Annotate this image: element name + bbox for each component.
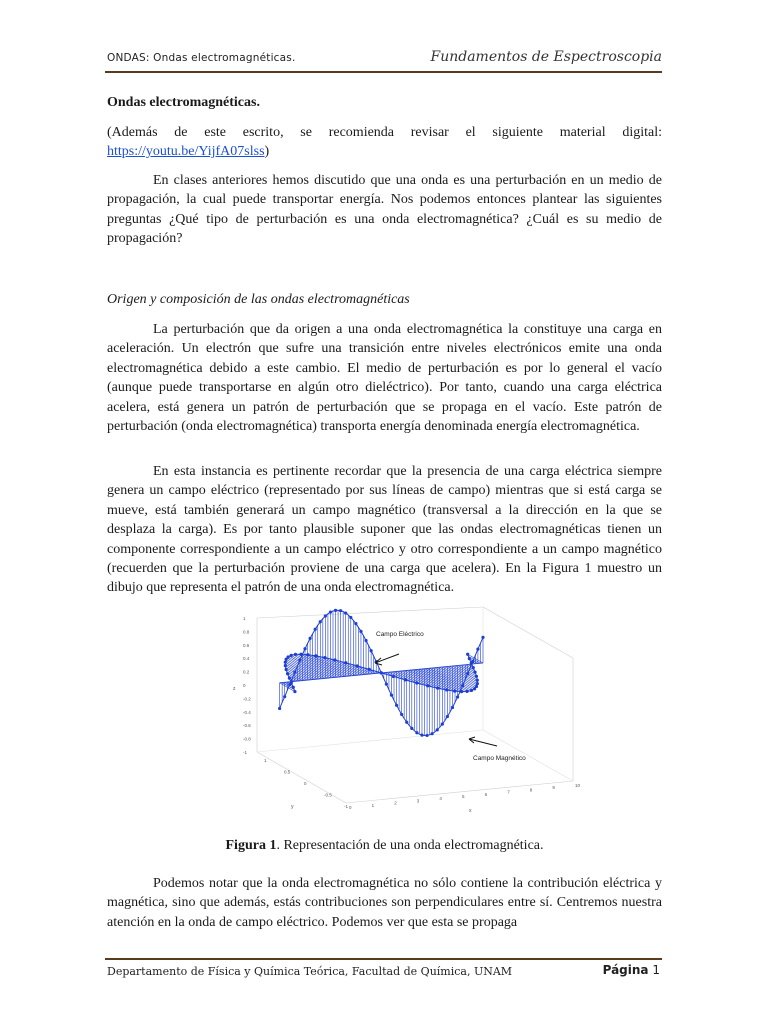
magnetic-field-point xyxy=(476,682,479,685)
header-rule xyxy=(105,71,662,73)
electric-field-point xyxy=(309,637,312,640)
electric-field-point xyxy=(359,630,362,633)
magnetic-field-point xyxy=(380,671,383,674)
intro-text: (Además de este escrito, se recomienda revisar el siguiente material digital: xyxy=(107,125,662,140)
electric-field-point xyxy=(446,715,449,718)
y-tick-label: -0.5 xyxy=(324,792,332,798)
page-number-value: 1 xyxy=(652,963,660,977)
electric-field-point xyxy=(339,609,342,612)
z-tick-label: 1 xyxy=(243,616,246,621)
x-tick-label: 5 xyxy=(462,794,465,799)
footer-left-text: Departamento de Física y Química Teórica, Facultad de Química, UNAM xyxy=(107,965,513,978)
paragraph-2: La perturbación que da origen a una onda electromagnética la constituye una carga en aceleración. Un electrón que sufre una transición entre niveles electrónicos emite una onda electromagnética debido a este cambio. El medio de perturbación es por lo general el vacío (aunque puede transportarse en algún otro dieléctrico). Por tanto, cuando una carga eléctrica acelera, está genera un patrón de perturbación que se propaga en el vacío. Este patrón de perturbación (onda electromagnética) transporta energía denominada energía electromagnética. xyxy=(107,322,662,435)
magnetic-field-point xyxy=(299,653,302,656)
electric-field-point xyxy=(405,721,408,724)
electric-field-point xyxy=(298,659,301,662)
z-tick-label: -0.4 xyxy=(243,709,251,715)
video-link[interactable]: https://youtu.be/YijfA07slss xyxy=(107,144,265,160)
electric-field-point xyxy=(481,636,484,639)
paragraph-3: En esta instancia es pertinente recordar que la presencia de una carga eléctrica siempre genera un campo eléctrico (representado por sus líneas de campo) mientras que si está carga se mueve, está también generará un campo magnético (transversal a la dirección en la que se desplaza la carga). Es por tanto plausible suponer que las ondas electromagnéticas tienen un componente correspondiente a un campo eléctrico y otro correspondiente a un campo magnético (recuerden que la perturbación proviene de una carga que acelera). En la Figura 1 muestro un dibujo que representa el patrón de una onda electromagnética. xyxy=(107,464,662,596)
magnetic-field-point xyxy=(292,686,295,689)
header-left-text: ONDAS: Ondas electromagnéticas. xyxy=(107,52,296,64)
magnetic-field-point xyxy=(293,690,296,693)
z-tick-label: -0.2 xyxy=(243,696,251,702)
paragraph-4: Podemos notar que la onda electromagnética no sólo contiene la contribución eléctrica y magnética, sino que además, estás contribuciones son perpendiculares entre sí. Centremos nuestra atención en la onda de campo eléctrico. Podemos ver que esta se propaga xyxy=(107,876,662,930)
electric-field-point xyxy=(456,695,459,698)
electric-field-point xyxy=(349,616,352,619)
magnetic-field-point xyxy=(426,684,429,687)
magnetic-field-point xyxy=(314,654,317,657)
electric-field-point xyxy=(476,648,479,651)
magnetic-field-point xyxy=(333,658,336,661)
document-title: Ondas electromagnéticas. xyxy=(107,95,260,110)
electric-field-point xyxy=(344,611,347,614)
electric-field-point xyxy=(441,722,444,725)
magnetic-field-point xyxy=(368,668,371,671)
z-axis-label: z xyxy=(233,686,236,692)
magnetic-field-point xyxy=(288,677,291,680)
magnetic-field-point xyxy=(466,690,469,693)
magnetic-field-point xyxy=(468,657,471,660)
caption-label: Figura 1 xyxy=(225,838,277,853)
electric-field-point xyxy=(395,704,398,707)
electric-field-point xyxy=(324,614,327,617)
magnetic-field-point xyxy=(475,685,478,688)
intro-paragraph xyxy=(107,123,662,162)
magnetic-field-point xyxy=(473,670,476,673)
magnetic-field-point xyxy=(284,661,287,664)
magnetic-field-point xyxy=(344,661,347,664)
y-axis-label: y xyxy=(291,804,294,810)
electric-field-point xyxy=(431,732,434,735)
magnetic-field-point xyxy=(453,690,456,693)
electric-field-point xyxy=(334,609,337,612)
x-tick-label: 0 xyxy=(349,805,352,810)
magnetic-field-point xyxy=(436,687,439,690)
y-tick-label: 0 xyxy=(304,781,307,786)
x-tick-label: 3 xyxy=(416,798,420,804)
x-tick-label: 4 xyxy=(439,796,442,802)
electric-field-point xyxy=(283,695,286,698)
electric-field-label: Campo Eléctrico xyxy=(376,631,424,638)
magnetic-field-point xyxy=(475,675,478,678)
magnetic-field-point xyxy=(460,690,463,693)
magnetic-field-point xyxy=(294,653,297,656)
paragraph-1: En clases anteriores hemos discutido que una onda es una perturbación en un medio de propagación, la cual puede transportar energía. Nos podemos entonces plantear las siguientes preguntas ¿Qué tipo de perturbación es una onda electromagnética? ¿Cuál es su medio de propagación? xyxy=(107,173,662,247)
intro-close: ) xyxy=(264,144,270,160)
magnetic-field-point xyxy=(290,681,293,684)
magnetic-field-point xyxy=(286,672,289,675)
electric-field-point xyxy=(354,622,357,625)
magnetic-field-point xyxy=(284,664,287,667)
magnetic-field-point xyxy=(286,655,289,658)
electric-field-point xyxy=(436,728,439,731)
magnetic-field-point xyxy=(445,688,448,691)
footer-rule xyxy=(105,958,662,960)
electric-field-point xyxy=(329,611,332,614)
page-label: Página xyxy=(602,963,649,977)
electric-field-point xyxy=(390,693,393,696)
page-number xyxy=(603,963,660,977)
magnetic-field-point xyxy=(466,653,469,656)
header-right-text: Fundamentos de Espectroscopia xyxy=(430,49,662,65)
magnetic-field-point xyxy=(323,656,326,659)
section-title: Origen y composición de las ondas electromagnéticas xyxy=(107,292,410,307)
electric-field-point xyxy=(451,706,454,709)
z-tick-label: -0.8 xyxy=(243,736,251,742)
electric-field-point xyxy=(278,707,281,710)
electric-field-point xyxy=(314,628,317,631)
electric-field-point xyxy=(415,731,418,734)
magnetic-field-point xyxy=(290,654,293,657)
x-tick-label: 8 xyxy=(529,787,533,793)
x-tick-label: 7 xyxy=(507,789,510,795)
y-tick-label: 0.5 xyxy=(284,769,291,775)
z-tick-label: 0 xyxy=(243,683,246,688)
magnetic-field-point xyxy=(472,666,475,669)
electric-field-point xyxy=(410,727,413,730)
em-wave-plot xyxy=(229,606,581,822)
magnetic-field-point xyxy=(306,653,309,656)
em-wave-figure xyxy=(229,606,581,822)
electric-field-point xyxy=(461,684,464,687)
x-tick-label: 6 xyxy=(484,791,488,797)
magnetic-field-point xyxy=(392,675,395,678)
magnetic-field-point xyxy=(470,689,473,692)
x-tick-label: 2 xyxy=(394,800,397,806)
electric-field-point xyxy=(319,620,322,623)
magnetic-field-point xyxy=(285,668,288,671)
z-tick-label: 0.6 xyxy=(243,642,250,648)
x-tick-label: 9 xyxy=(552,785,555,791)
magnetic-field-point xyxy=(476,679,479,682)
figure-caption xyxy=(107,838,662,854)
y-tick-label: -1 xyxy=(344,804,349,809)
electric-field-point xyxy=(385,683,388,686)
magnetic-field-point xyxy=(470,661,473,664)
electric-field-point xyxy=(370,649,373,652)
magnetic-field-point xyxy=(356,664,359,667)
z-tick-label: 0.8 xyxy=(243,629,250,635)
x-tick-label: 1 xyxy=(371,802,375,808)
magnetic-field-point xyxy=(404,678,407,681)
electric-field-point xyxy=(364,639,367,642)
z-tick-label: 0.2 xyxy=(243,669,250,675)
magnetic-field-label: Campo Magnético xyxy=(473,755,526,762)
electric-field-point xyxy=(425,734,428,737)
caption-text: . Representación de una onda electromagnética. xyxy=(276,838,544,853)
x-tick-label: 10 xyxy=(575,783,581,788)
electric-field-point xyxy=(303,647,306,650)
magnetic-field-point xyxy=(415,681,418,684)
electric-field-point xyxy=(400,713,403,716)
z-tick-label: -1 xyxy=(243,750,248,755)
electric-field-point xyxy=(293,671,296,674)
electric-field-point xyxy=(466,672,469,675)
z-tick-label: -0.6 xyxy=(243,723,251,729)
x-axis-label: x xyxy=(469,808,472,814)
z-tick-label: 0.4 xyxy=(243,656,250,662)
electric-field-point xyxy=(420,734,423,737)
y-tick-label: 1 xyxy=(264,758,267,763)
